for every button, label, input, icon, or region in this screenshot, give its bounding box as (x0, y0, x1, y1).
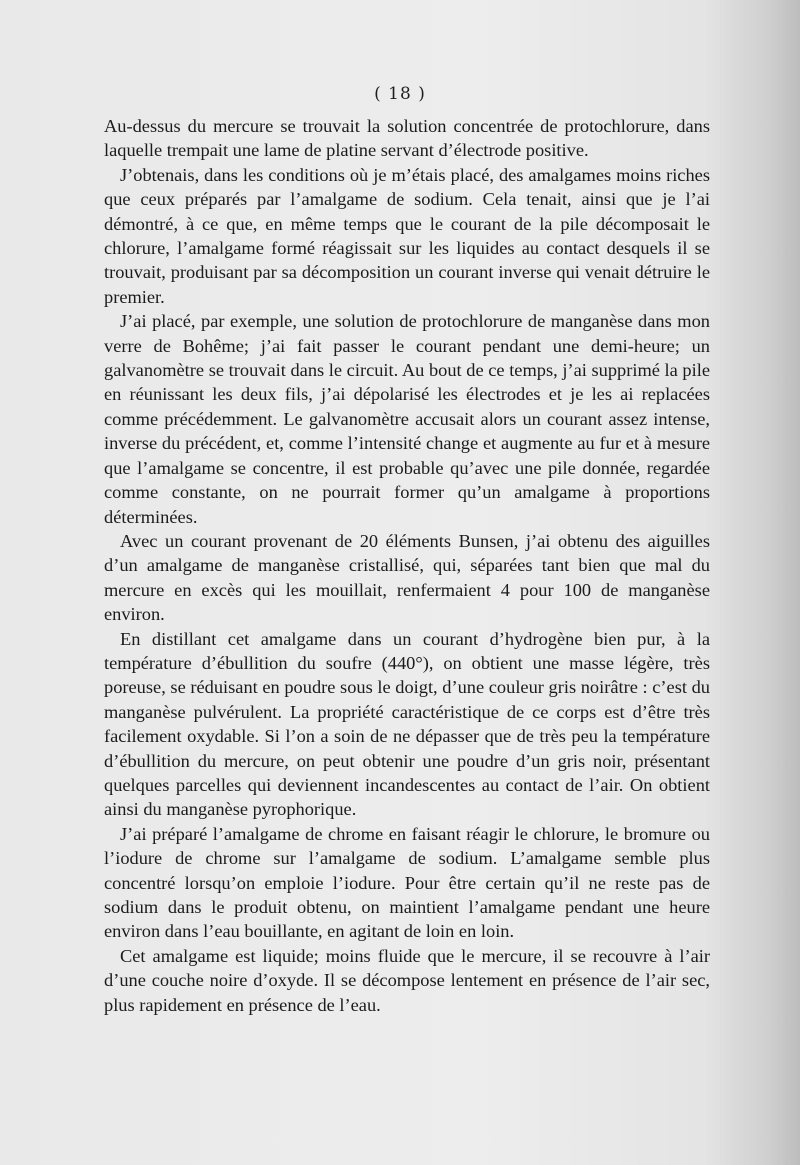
paragraph-4: Avec un courant provenant de 20 éléments Bunsen, j’ai obtenu des aiguilles d’un amalgame de manganèse cristallisé, qui, séparées tant bien que mal du mercure en excès qui les mouillait, renfermaient 4 pour 100 de manganèse environ. (104, 530, 710, 625)
paragraph-7: Cet amalgame est liquide; moins fluide que le mercure, il se recouvre à l’air d’une couche noire d’oxyde. Il se décompose lentement en présence de l’air sec, plus rapidement en présence de l’eau. (104, 945, 710, 1015)
paragraph-2: J’obtenais, dans les conditions où je m’étais placé, des amalgames moins riches que ceux préparés par l’amalgame de sodium. Cela tenait, ainsi que je l’ai démontré, à ce que, en même temps que le courant de la pile décomposait le chlorure, l’amalgame formé réagissait sur les liquides au contact desquels il se trouvait, produisant par sa décomposition un courant inverse qui venait détruire le premier. (104, 164, 710, 307)
paragraph-3: J’ai placé, par exemple, une solution de protochlorure de manganèse dans mon verre de Bohême; j’ai fait passer le courant pendant une demi-heure; un galvanomètre se trouvait dans le circuit. Au bout de ce temps, j’ai supprimé la pile en réunissant les deux fils, j’ai dépolarisé les électrodes et je les ai replacées comme précédemment. Le galvanomètre accusait alors un courant assez intense, inverse du précédent, et, comme l’intensité change et augmente au fur et à mesure que l’amalgame se concentre, il est probable qu’avec une pile donnée, regardée comme constante, on ne pourrait former qu’un amalgame à proportions déterminées. (104, 311, 710, 527)
paragraph-1: Au-dessus du mercure se trouvait la solution concentrée de protochlorure, dans laquelle trempait une lame de platine servant d’électrode positive. (104, 116, 710, 161)
paragraph-6: J’ai préparé l’amalgame de chrome en faisant réagir le chlorure, le bromure ou l’iodure de chrome sur l’amalgame de sodium. L’amalgame semble plus concentré lorsqu’on emploie l’iodure. Pour être certain qu’il ne reste pas de sodium dans le produit obtenu, on maintient l’amalgame pendant une heure environ dans l’eau bouillante, en agitant de loin en loin. (104, 823, 710, 942)
page-number: ( 18 ) (374, 84, 426, 104)
body-text (104, 114, 710, 1017)
paragraph-5: En distillant cet amalgame dans un courant d’hydrogène bien pur, à la température d’ébullition du soufre (440°), on obtient une masse légère, très poreuse, se réduisant en poudre sous le doigt, d’une couleur gris noirâtre : c’est du manganèse pulvérulent. La propriété caractéristique de ce corps est d’être très facilement oxydable. Si l’on a soin de ne dépasser que de très peu la température d’ébullition du mercure, on peut obtenir une poudre d’un gris noir, présentant quelques parcelles qui deviennent incandescentes au contact de l’air. On obtient ainsi du manganèse pyrophorique. (104, 628, 710, 820)
